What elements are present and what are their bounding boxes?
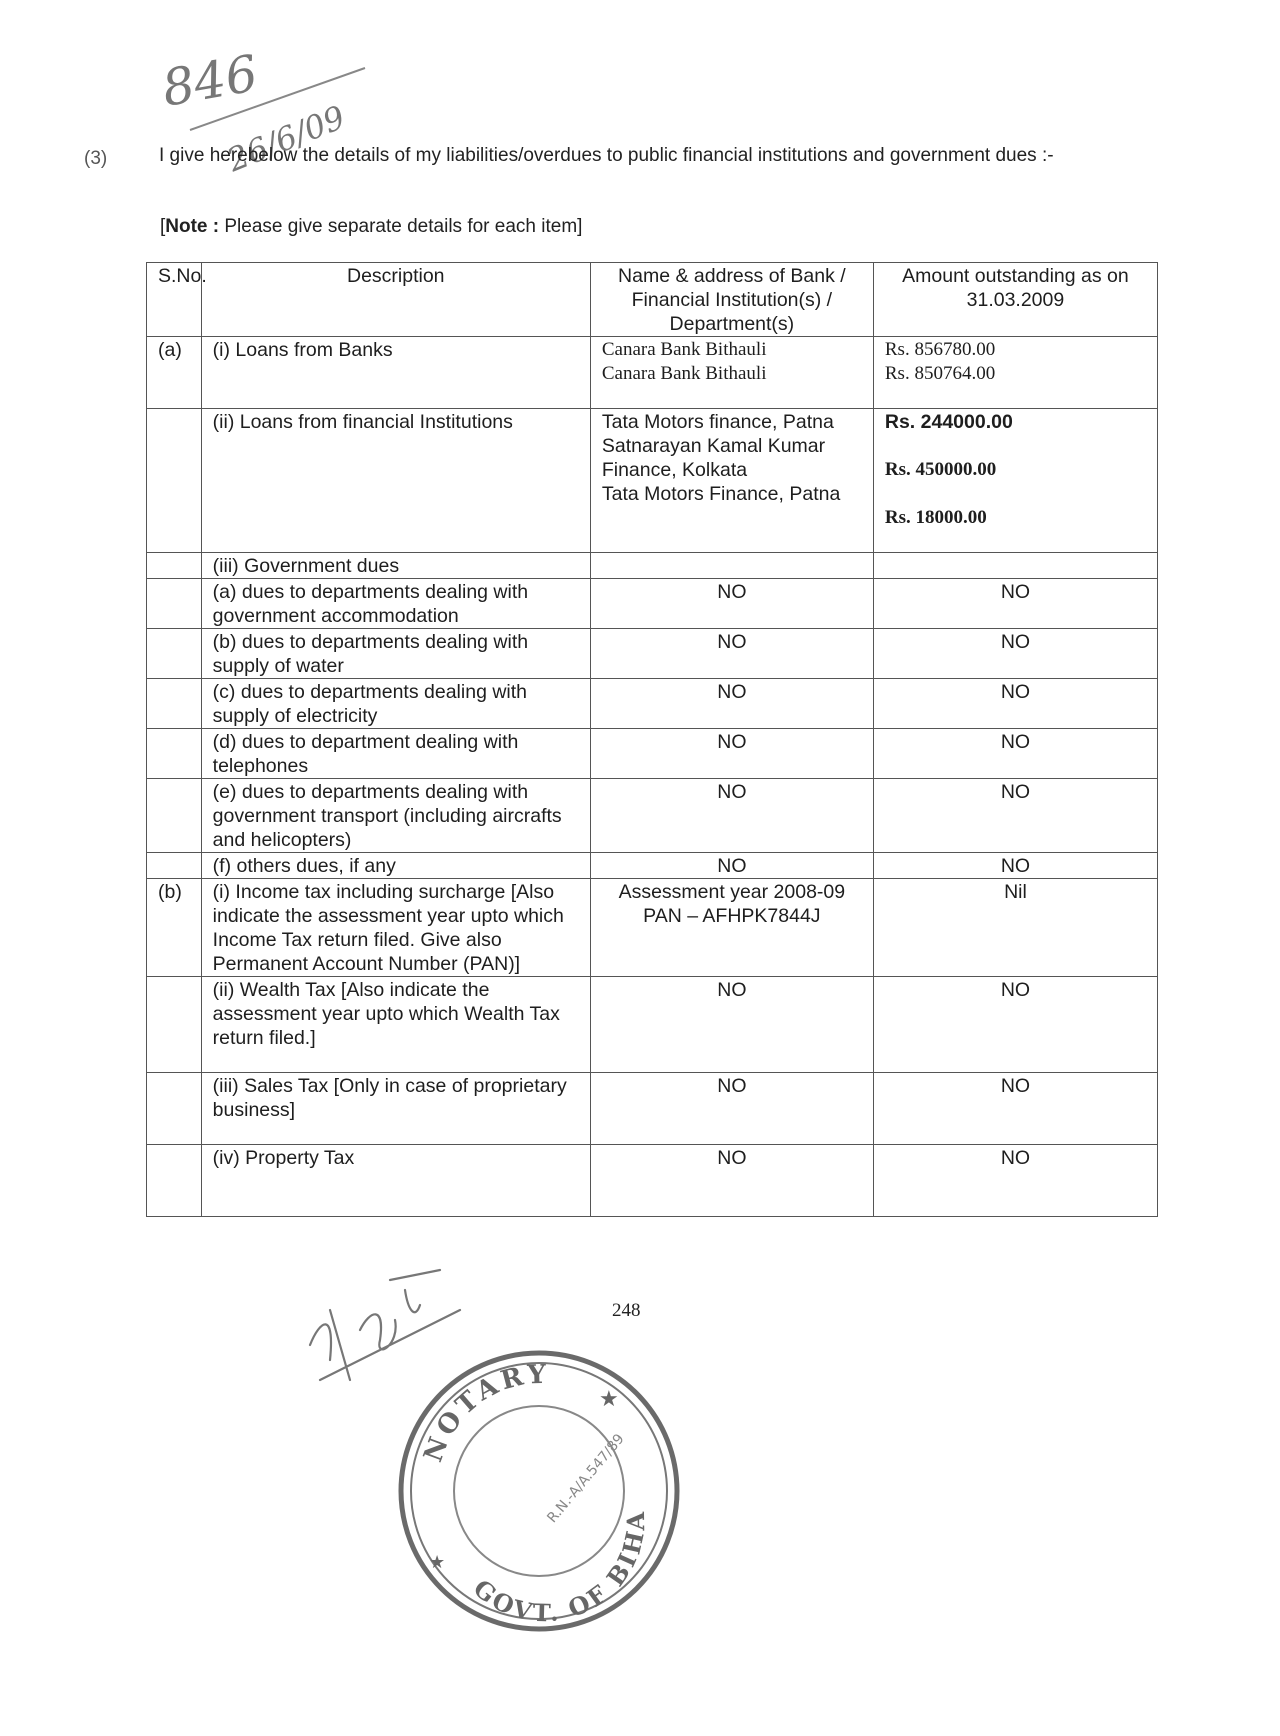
row-amount: NO <box>873 1073 1157 1145</box>
row-amount <box>873 337 1157 409</box>
bank-name-1: Canara Bank Bithauli <box>601 339 767 360</box>
row-amount: NO <box>873 1145 1157 1217</box>
note-label: Note : <box>165 216 220 237</box>
row-bank: NO <box>590 853 873 879</box>
header-bank: Name & address of Bank / Financial Institution(s) / Department(s) <box>590 263 873 337</box>
row-description: (iv) Property Tax <box>201 1145 590 1217</box>
bank-name-2: Canara Bank Bithauli <box>601 363 767 384</box>
page-number: 248 <box>612 1300 641 1321</box>
table-row <box>147 879 1158 977</box>
svg-text:★: ★ <box>599 1386 619 1411</box>
row-description: (b) dues to departments dealing with supply of water <box>201 629 590 679</box>
section-number: (3) <box>84 148 108 169</box>
header-sno: S.No. <box>147 263 202 337</box>
row-description: (c) dues to departments dealing with supply of electricity <box>201 679 590 729</box>
row-description: (d) dues to department dealing with telephones <box>201 729 590 779</box>
note-text: Please give separate details for each item] <box>219 216 583 237</box>
table-row <box>147 729 1158 779</box>
row-description: (ii) Wealth Tax [Also indicate the assessment year upto which Wealth Tax return filed.] <box>201 977 590 1073</box>
row-sno: (b) <box>147 879 202 977</box>
table-row <box>147 553 1158 579</box>
table-row <box>147 409 1158 553</box>
row-sno: (a) <box>147 337 202 409</box>
row-amount: NO <box>873 779 1157 853</box>
table-row <box>147 579 1158 629</box>
row-description: (a) dues to departments dealing with government accommodation <box>201 579 590 629</box>
table-row <box>147 1073 1158 1145</box>
notary-stamp <box>394 1346 684 1641</box>
table-row <box>147 779 1158 853</box>
row-amount: NO <box>873 853 1157 879</box>
row-amount: NO <box>873 629 1157 679</box>
row-amount: NO <box>873 679 1157 729</box>
row-amount: NO <box>873 977 1157 1073</box>
row-institution <box>590 409 873 553</box>
table-row <box>147 1145 1158 1217</box>
row-description: (e) dues to departments dealing with government transport (including aircrafts and helicopters) <box>201 779 590 853</box>
table-row <box>147 977 1158 1073</box>
handwritten-line-2: 26/6/09 <box>221 97 351 180</box>
amount-2: Rs. 850764.00 <box>884 363 996 384</box>
stamp-bottom-text: GOVT. OF BIHA <box>467 1508 651 1628</box>
row-amount: NO <box>873 729 1157 779</box>
row-bank: NO <box>590 579 873 629</box>
row-bank: NO <box>590 729 873 779</box>
row-bank <box>590 337 873 409</box>
table-row <box>147 629 1158 679</box>
row-description: (iii) Sales Tax [Only in case of proprietary business] <box>201 1073 590 1145</box>
intro-paragraph: I give herebelow the details of my liabilities/overdues to public financial institutions and government dues :- <box>159 145 1054 166</box>
row-description: (f) others dues, if any <box>201 853 590 879</box>
handwritten-scribble-icon <box>150 20 410 180</box>
assessment-year: Assessment year 2008-09 <box>618 881 846 903</box>
row-description: (i) Loans from Banks <box>201 337 590 409</box>
amount-1: Rs. 244000.00 <box>884 411 1013 433</box>
institution-1: Tata Motors finance, Patna <box>601 411 834 433</box>
pan-number: PAN – AFHPK7844J <box>643 905 821 927</box>
institution-2: Satnarayan Kamal Kumar Finance, Kolkata <box>601 435 826 481</box>
row-bank: NO <box>590 1073 873 1145</box>
row-bank: NO <box>590 629 873 679</box>
svg-text:★: ★ <box>429 1552 446 1572</box>
table-row <box>147 853 1158 879</box>
row-bank: NO <box>590 679 873 729</box>
row-amount: Nil <box>873 879 1157 977</box>
row-amount: NO <box>873 579 1157 629</box>
row-description: (iii) Government dues <box>201 553 590 579</box>
handwritten-line-1: 846 <box>157 44 262 118</box>
row-bank: NO <box>590 977 873 1073</box>
row-amount <box>873 409 1157 553</box>
institution-3: Tata Motors Finance, Patna <box>601 483 841 505</box>
table-header-row <box>147 263 1158 337</box>
amount-1: Rs. 856780.00 <box>884 339 996 360</box>
stamp-registration: R.N.-A/A.547/89 <box>544 1431 628 1527</box>
notary-seal-icon <box>394 1346 684 1636</box>
table-row <box>147 337 1158 409</box>
header-amount: Amount outstanding as on 31.03.2009 <box>873 263 1157 337</box>
amount-3: Rs. 18000.00 <box>884 507 987 528</box>
header-description: Description <box>201 263 590 337</box>
table-row <box>147 679 1158 729</box>
row-description: (i) Income tax including surcharge [Also indicate the assessment year upto which Income Tax return filed. Give also Permanent Account Number (PAN)] <box>201 879 590 977</box>
amount-2: Rs. 450000.00 <box>884 459 997 480</box>
note-line: [Note : Please give separate details for each item] <box>160 216 583 237</box>
row-bank <box>590 879 873 977</box>
row-bank: NO <box>590 779 873 853</box>
row-bank: NO <box>590 1145 873 1217</box>
row-description: (ii) Loans from financial Institutions <box>201 409 590 553</box>
stamp-top-text: NOTARY <box>418 1359 551 1466</box>
liabilities-table <box>146 262 1158 1217</box>
